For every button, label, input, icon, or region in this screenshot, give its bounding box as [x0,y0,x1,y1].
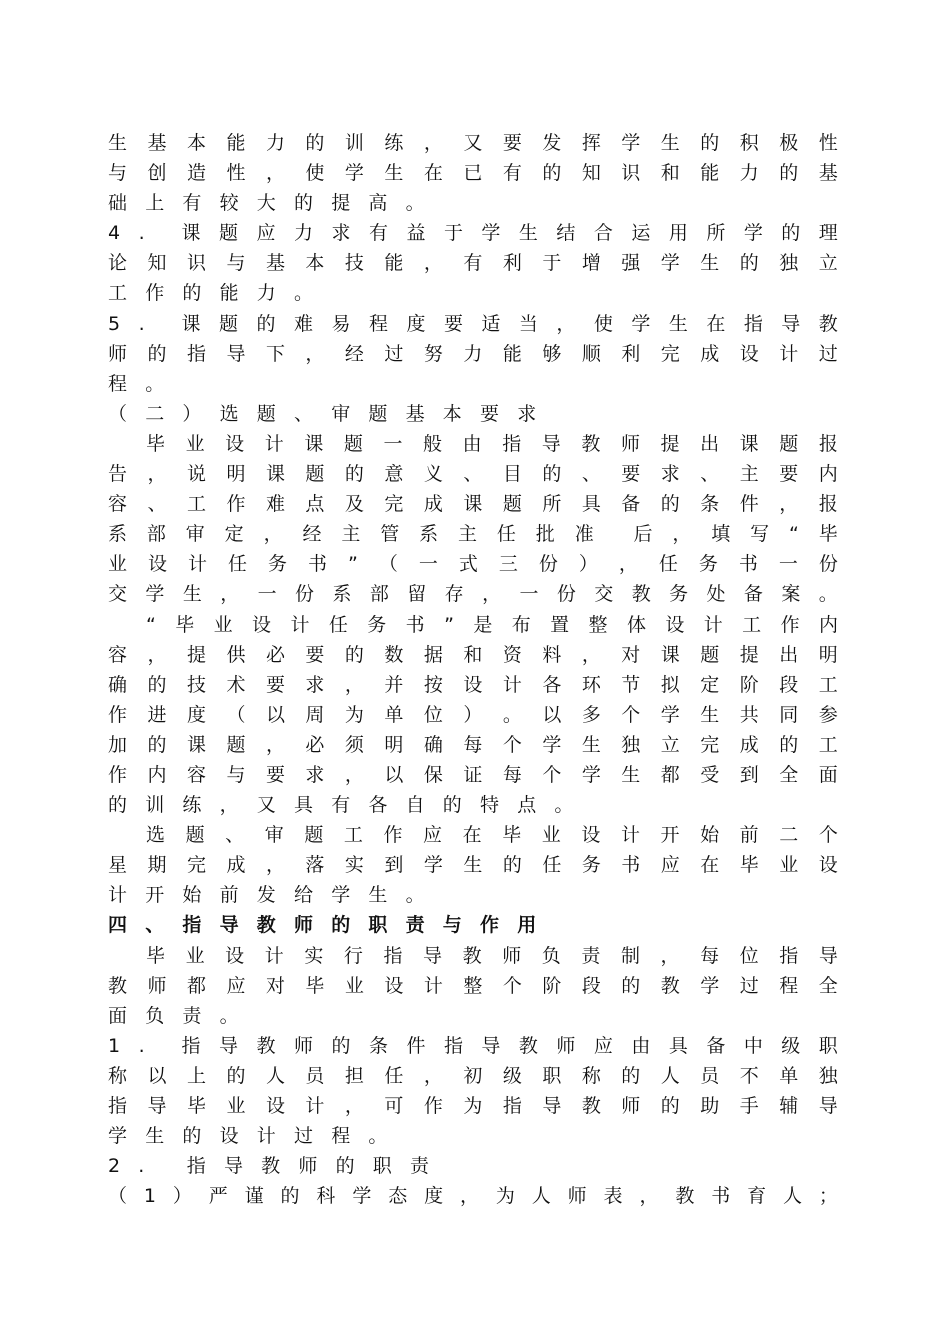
text-line: 指 导 毕 业 设 计 ， 可 作 为 指 导 教 师 的 助 手 辅 导 [108,1095,838,1117]
text-line: 计开始前发给学生。 [108,884,443,907]
text-line: 作 进 度 （ 以 周 为 单 位 ） 。 以 多 个 学 生 共 同 参 [108,703,838,726]
text-line: 告 ， 说 明 课 题 的 意 义 、 目 的 、 要 求 、 主 要 内 [108,463,838,486]
text-line: 程。 [108,372,183,395]
text-line: 础上有较大的提高。 [108,192,443,215]
text-line: 1 . 指 导 教 师 的 条 件 指 导 教 师 应 由 具 备 中 级 职 [108,1034,838,1057]
text-line: 论 知 识 与 基 本 技 能 ， 有 利 于 增 强 学 生 的 独 立 [108,252,838,275]
text-line: 称 以 上 的 人 员 担 任 ， 初 级 职 称 的 人 员 不 单 独 [108,1064,838,1087]
text-line: 容 、 工 作 难 点 及 完 成 课 题 所 具 备 的 条 件 ， 报 [108,493,838,516]
subsection-heading: 2. 指导教师的职责 [108,1155,448,1178]
text-line: 业 设 计 任 务 书 ” （ 一 式 三 份 ） ， 任 务 书 一 份 [108,553,838,576]
document-page [108,128,838,1211]
text-line: 的训练，又具有各自的特点。 [108,794,592,817]
text-line: 作 内 容 与 要 求 ， 以 保 证 每 个 学 生 都 受 到 全 面 [108,763,838,786]
text-line: 教 师 都 应 对 毕 业 设 计 整 个 阶 段 的 教 学 过 程 全 [108,974,838,997]
text-line: 毕 业 设 计 课 题 一 般 由 指 导 教 师 提 出 课 题 报 [146,432,838,455]
text-line: 系 部 审 定 ， 经 主 管 系 主 任 批 准 后 ， 填 写 “ 毕 [108,523,838,546]
text-line: 4 . 课 题 应 力 求 有 益 于 学 生 结 合 运 用 所 学 的 理 [108,222,838,245]
text-line: 生 基 本 能 力 的 训 练 ， 又 要 发 挥 学 生 的 积 极 性 [108,132,838,154]
text-line: 选 题 、 审 题 工 作 应 在 毕 业 设 计 开 始 前 二 个 [146,824,838,847]
section-heading: （二）选题、审题基本要求 [108,402,555,425]
text-line: 加 的 课 题 ， 必 须 明 确 每 个 学 生 独 立 完 成 的 工 [108,733,838,756]
text-line: 容 ， 提 供 必 要 的 数 据 和 资 料 ， 对 课 题 提 出 明 [108,643,838,666]
text-line: 星 期 完 成 ， 落 实 到 学 生 的 任 务 书 应 在 毕 业 设 [108,854,838,877]
text-line: （ 1 ） 严 谨 的 科 学 态 度 ， 为 人 师 表 ， 教 书 育 人 ； [108,1185,838,1208]
text-line: 与 创 造 性 ， 使 学 生 在 已 有 的 知 识 和 能 力 的 基 [108,162,838,185]
text-line: 5 . 课 题 的 难 易 程 度 要 适 当 ， 使 学 生 在 指 导 教 [108,312,838,335]
section-heading: 四、指导教师的职责与作用 [108,914,555,937]
text-line: “ 毕 业 设 计 任 务 书 ” 是 布 置 整 体 设 计 工 作 内 [146,613,838,636]
text-line: 学生的设计过程。 [108,1125,406,1148]
text-line: 确 的 技 术 要 求 ， 并 按 设 计 各 环 节 拟 定 阶 段 工 [108,673,838,696]
text-line: 面负责。 [108,1004,257,1027]
text-line: 师 的 指 导 下 ， 经 过 努 力 能 够 顺 利 完 成 设 计 过 [108,342,838,365]
text-line: 交 学 生 ， 一 份 系 部 留 存 ， 一 份 交 教 务 处 备 案 。 [108,583,838,606]
text-line: 工作的能力。 [108,282,332,305]
text-line: 毕 业 设 计 实 行 指 导 教 师 负 责 制 ， 每 位 指 导 [146,944,838,967]
